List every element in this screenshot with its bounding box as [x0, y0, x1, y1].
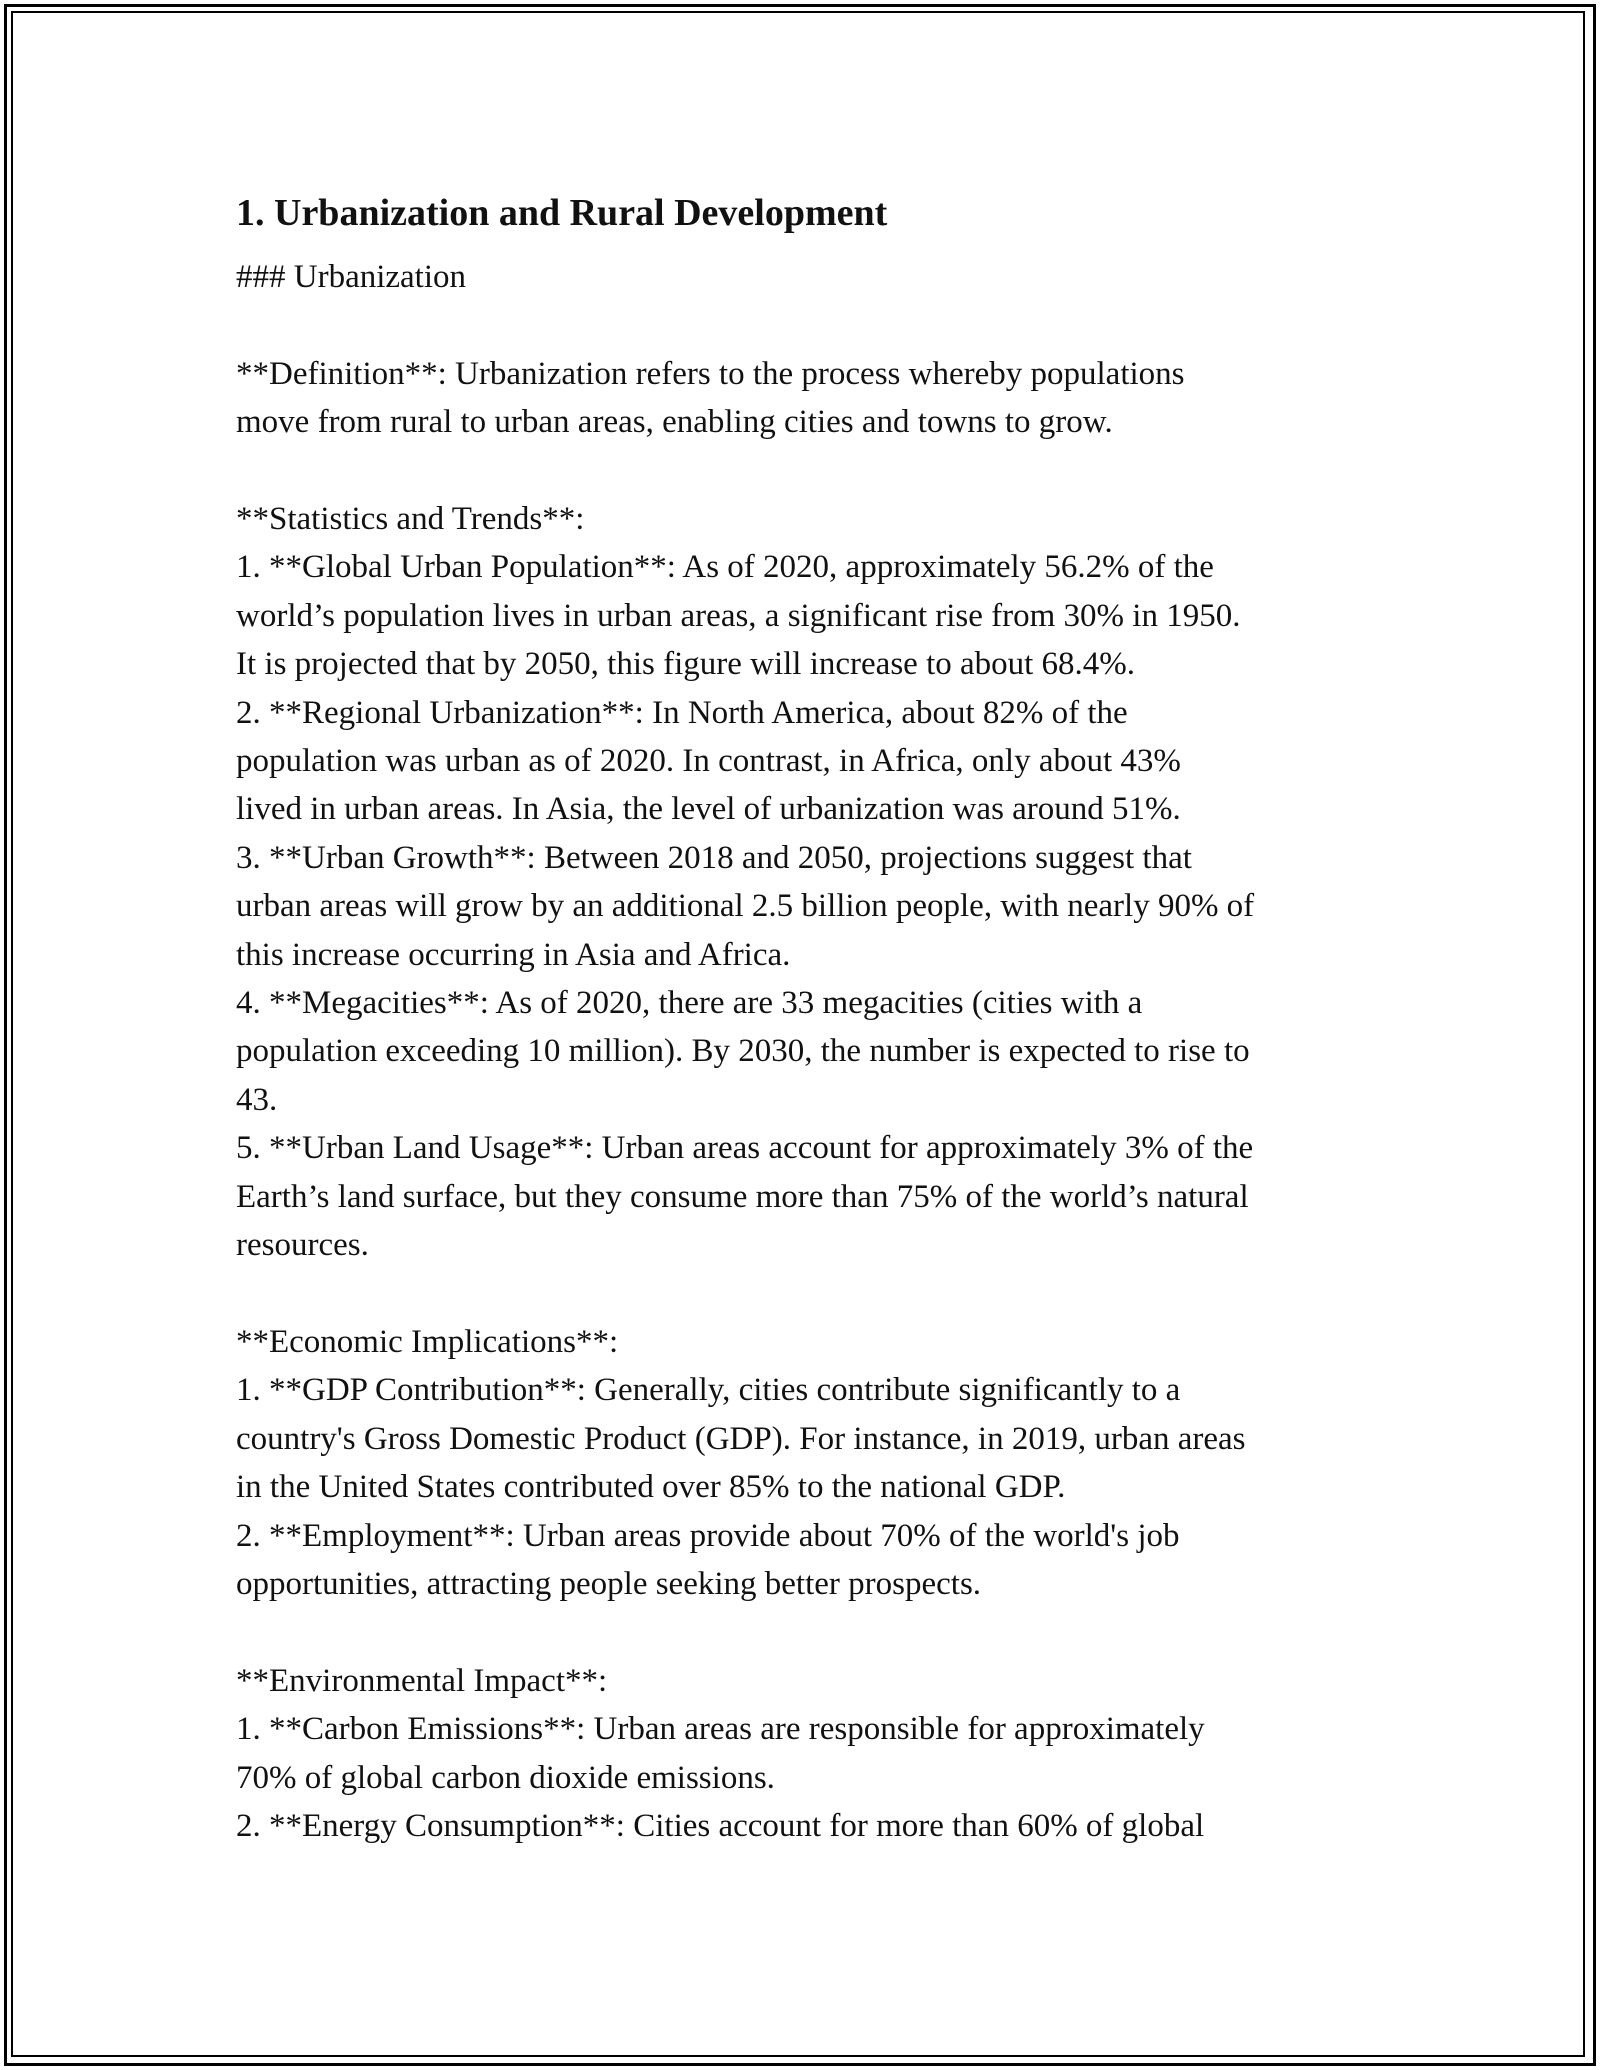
text-line: population was urban as of 2020. In contrast, in Africa, only about 43% [236, 743, 1181, 780]
text-line: 3. **Urban Growth**: Between 2018 and 2050, projections suggest that [236, 839, 1192, 876]
text-line: **Definition**: Urbanization refers to the process whereby populations [236, 355, 1185, 392]
economic-heading: **Economic Implications**: [236, 1323, 619, 1360]
text-line: 2. **Regional Urbanization**: In North America, about 82% of the [236, 694, 1128, 731]
paragraph-gap [236, 301, 1376, 349]
text-line: 70% of global carbon dioxide emissions. [236, 1759, 775, 1796]
text-line: move from rural to urban areas, enabling cities and towns to grow. [236, 404, 1113, 441]
text-line: country's Gross Domestic Product (GDP). For instance, in 2019, urban areas [236, 1420, 1246, 1457]
text-line: resources. [236, 1227, 369, 1264]
document-title: 1. Urbanization and Rural Development [236, 192, 888, 234]
text-line: 1. **Carbon Emissions**: Urban areas are responsible for approximately [236, 1711, 1205, 1748]
paragraph-gap [236, 1608, 1376, 1656]
text-line: world’s population lives in urban areas, a significant rise from 30% in 1950. [236, 597, 1241, 634]
statistics-heading: **Statistics and Trends**: [236, 501, 585, 537]
paragraph-gap [236, 1270, 1376, 1318]
paragraph-gap [236, 447, 1376, 495]
text-line: Earth’s land surface, but they consume more than 75% of the world’s natural [236, 1178, 1249, 1215]
statistics-section [236, 495, 1376, 1270]
text-line: It is projected that by 2050, this figure will increase to about 68.4%. [236, 646, 1136, 683]
definition-paragraph [236, 350, 1376, 447]
environmental-heading: **Environmental Impact**: [236, 1662, 608, 1699]
text-line: opportunities, attracting people seeking better prospects. [236, 1565, 982, 1602]
text-line: this increase occurring in Asia and Africa. [236, 936, 791, 973]
text-line: 5. **Urban Land Usage**: Urban areas account for approximately 3% of the [236, 1130, 1254, 1167]
text-line: in the United States contributed over 85% to the national GDP. [236, 1469, 1066, 1506]
text-line: 1. **GDP Contribution**: Generally, cities contribute significantly to a [236, 1372, 1181, 1409]
section-subheading: ### Urbanization [236, 259, 467, 295]
text-line: 4. **Megacities**: As of 2020, there are 33 megacities (cities with a [236, 985, 1143, 1022]
text-line: 1. **Global Urban Population**: As of 2020, approximately 56.2% of the [236, 549, 1214, 586]
text-line: 2. **Employment**: Urban areas provide about 70% of the world's job [236, 1517, 1180, 1554]
document-page [236, 185, 1376, 1850]
text-line: 43. [236, 1081, 278, 1118]
text-line: 2. **Energy Consumption**: Cities account for more than 60% of global [236, 1807, 1205, 1844]
text-line: lived in urban areas. In Asia, the level of urbanization was around 51%. [236, 791, 1181, 828]
text-line: population exceeding 10 million). By 2030, the number is expected to rise to [236, 1033, 1250, 1070]
text-line: urban areas will grow by an additional 2.5 billion people, with nearly 90% of [236, 888, 1255, 925]
environmental-section [236, 1657, 1376, 1851]
economic-section [236, 1318, 1376, 1608]
